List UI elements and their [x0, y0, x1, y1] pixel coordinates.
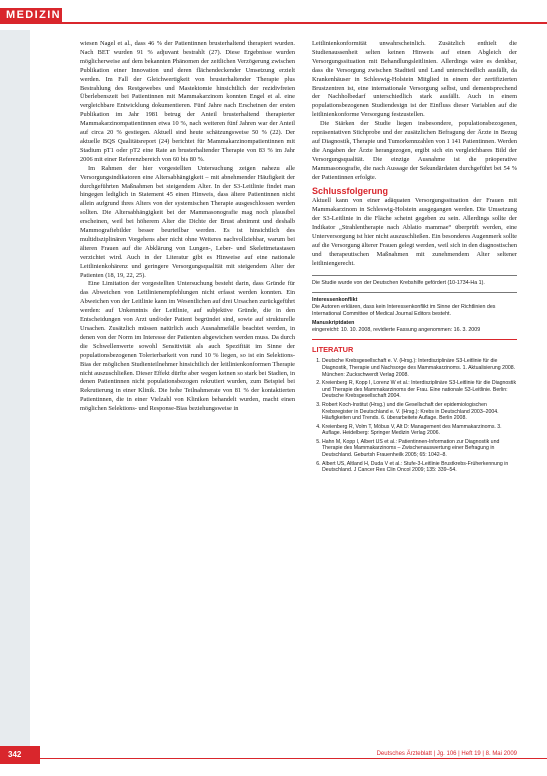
section-heading: Schlussfolgerung — [312, 185, 389, 196]
paragraph: Die Stärken der Studie liegen insbesondere, populationsbezogenen, repräsentativen Stichprobe und der zusätzlichen Befragung der Ärzte in Bezug auf Diagnostik, Therapie und Tumorkennzahlen von 1 141 Patientinnen. Werden die Angaben der Ärzte herangezogen, ergibt sich ein vergleichbares Bild der Versorgungsqualität. Die einzige Ausnahme ist die präoperative Mammasonografie, die nach Aussage der Sekundärdaten durchgeführt bei 54 % der Patientinnen erfolgte. — [312, 120, 517, 181]
reference-item: 6. Albert US, Altland H, Duda V et al.: Stufe-3-Leitlinie Brustkrebs-Früherkennung in Deutschland. J Cancer Res Clin Oncol 2009; 135: 339–54. — [322, 461, 517, 474]
text-column-right — [312, 40, 517, 750]
reference-item: 4. Kreienberg R, Volm T, Möbus V, Alt D: Management des Mammakarzinoms. 3. Auflage. Heidelberg: Springer Medizin Verlag 2006. — [322, 424, 517, 437]
footer — [0, 746, 547, 764]
paragraph: Eine Limitation der vorgestellten Untersuchung besteht darin, dass Gründe für das Abweichen von Leitlinienempfehlungen nicht erfasst werden konnten. Ein Abweichen von der Leitlinie kann im Wesentlichen auf drei Ursachen zurückgeführt werden: auf Unkenntnis der Leitlinie, auf subjektive Gründe, die in den Entscheidungen von Arzt und/oder Patient begründet sind, sowie auf strukturelle Ursachen. Zusätzlich müssen natürlich auch Ausnahmefälle beachtet werden, in denen von der Norm im Interesse der Patienten abgewichen werden muss. Da durch die Schwellenwerte sowohl Sensitivität als auch Spezifität im Sinne der populationsbezogenen Tolerierbarkeit von rund 10 % liegen, so ist ein Selektions-Bias der möglichen Studienteilnehmer hinsichtlich der leitlinienkonformen Therapie nicht auszuschließen. Dieser Effekt dürfte aber wegen keinen so stark bei Stadien, in denen Patientinnen nicht populationsbezogen rekrutiert wurden, zum Beispiel bei Rekrutierung in einer Klinik. Die hohe Teilnahmerate von 81 % der kontaktierten Patientinnen, die in einer Vielzahl von Kliniken behandelt wurden, macht einen möglichen Selektions- und Response-Bias beziehungsweise in — [80, 280, 295, 413]
divider — [312, 292, 517, 293]
footer-rule — [40, 758, 547, 759]
manuscript-heading: Manuskriptdaten — [312, 319, 355, 326]
manuscript-dates: eingereicht: 10. 10. 2008, revidierte Fassung angenommen: 16. 3. 2009 — [312, 326, 481, 333]
paragraph: Aktuell kann von einer adäquaten Versorgungssituation der Frauen mit Mammakarzinom in Schleswig-Holstein ausgegangen werden. Die Umsetzung der S3-Leitlinie in die Fläche scheint gegeben zu sein. Allerdings sollte der Indikator „Strahlentherapie nach Ablatio mammae“ überprüft werden, eine Unterversorgung ist hier nicht auszuschließen. Ein besonderes Augenmerk sollte auf die Versorgung älterer Frauen gelegt werden, weil sich in den diagnostischen und therapeutischen Maßnahmen mit zunehmendem Alter seltener leitliniengerecht. — [312, 197, 517, 267]
paragraph: Im Rahmen der hier vorgestellten Untersuchung zeigen nahezu alle Versorgungsindikatoren eine Altersabhängigkeit – mit abnehmender Häufigkeit der durchgeführten Maßnahmen bei steigendem Alter. In der S3-Leitlinie findet man hingegen lediglich in Statement 45 einen Hinweis, dass ältere Patientinnen nicht allein aufgrund ihres Alters von der systemischen Therapie ausgeschlossen werden sollten. Die Altersabhängigkeit bei der Mammasonografie mag noch plausibel erscheinen, weil bei höherem Alter die Dichte der Brust abnimmt und deshalb Mammografiebilder besser beurteilbar werden. Es ist hinsichtlich des multidisziplinären Vorgehens aber nicht ohne Weiteres nachvollziehbar, warum bei älteren Frauen auf die Abklärung von Lungen-, Leber- und Skelettmetastasen verzichtet wird. Auch in der Literatur gibt es Hinweise auf eine nationale Leitlinienkohärenz und geringere Versorgungsqualität mit steigendem Alter der Patienten (18, 19, 22, 25). — [80, 164, 295, 279]
funding-note: Die Studie wurde von der Deutschen Krebshilfe gefördert (10-1734-Ha 1). — [312, 279, 485, 286]
paragraph: Leitlinienkonformität unwahrscheinlich. Zusätzlich enthielt die Studienaussenheit selten keinen Hinweis auf einen Abgleich der Versorgungssituation mit Behandlungsleitlinien. Allerdings wäre es denkbar, dass die Versorgung zwischen Stadtteil und Land unterschiedlich ausfällt, da Krankenhäuser in Schleswig-Holstein Mitglied in einem der zertifizierten Brustzentren ist, eine internationale Versorgung selbst, und dementsprechend der Nachholbedarf unterschiedlich stark ausfällt. Auch in einem populationsbezogenen Studiendesign ist der Einfluss dieser Variablen auf die leitlinienkonforme Versorgung festzustellen. — [312, 40, 517, 119]
reference-item: 2. Kreienberg R, Kopp I, Lorenz W et al.: Interdisziplinäre S3-Leitlinie für die Diagnostik und Therapie des Mammakarzinoms der Frau. Eine nationale S3-Leitlinie. Berlin: Deutsche Krebsgesellschaft 2004. — [322, 380, 517, 400]
reference-item: 5. Hahn M, Kopp I, Albert US et al.: Patientinnen-Information zur Diagnostik und Therapie des Mammakarzinoms – Zwischenauswertung einer Befragung in Deutschland. Geburtsh Frauenheilk 2005; 65: 1042–8. — [322, 439, 517, 459]
reference-item: 1. Deutsche Krebsgesellschaft e. V. (Hrsg.): Interdisziplinäre S3-Leitlinie für die Diagnostik, Therapie und Nachsorge des Mammakarzinoms. 1. Aktualisierung 2008. München: Zuckschwerdt Verlag 2008. — [322, 358, 517, 378]
header-bar — [0, 0, 547, 30]
divider — [312, 275, 517, 276]
header-rule — [0, 22, 547, 24]
paragraph: wiesen Nagel et al., dass 46 % der Patientinnen brusterhaltend therapiert wurden. Nach BET wurden 91 % adjuvant bestrahlt (27). Diese Ergebnisse wurden möglicherweise auf dem bekannten Phänomen der zeitlichen Verzögerung zwischen Publikation einer Innovation und deren flächendeckender Umsetzung erzielt werden. Im Fall der Gleichwertigkeit von brusterhaltender Therapie plus Bestrahlung des Restgewebes und Mastektomie hinsichtlich der rezidivfreien Überlebenszeit bei Patientinnen mit Mammakarzinom konnten Engel et al. eine vergleichbare Entwicklung dokumentieren. Fünf Jahre nach Erscheinen der ersten Publikation im Jahr 1981 betrug der Anteil brusterhaltend therapierter Mammakarzinompatientinnen etwa 10 %, nach weiteren fünf Jahren war der Anteil auf circa 20 % gestiegen. Aktuell sind heute schätzungsweise 50 % (22). Der aktuelle BQS Qualitätsreport (24) berichtet für Mammakarzinompatientinnen mit Stadium pT1 oder pT2 eine Rate an brusterhaltender Therapie von 83 % im Jahr 2006 mit einer Referenzbereich von 60 bis 80 %. — [80, 40, 295, 163]
section-label: MEDIZIN — [0, 8, 62, 23]
reference-list — [312, 358, 517, 474]
page-number: 342 — [0, 746, 40, 764]
references-heading: LITERATUR — [312, 345, 354, 355]
text-column-left — [80, 40, 295, 750]
divider — [312, 339, 517, 340]
sidebar-bar — [0, 30, 30, 746]
conflict-text: Die Autoren erklären, dass kein Interessenkonflikt im Sinne der Richtlinien des International Committee of Medical Journal Editors besteht. — [312, 304, 496, 318]
reference-item: 3. Robert Koch-Institut (Hrsg.) und die Gesellschaft der epidemiologischen Krebsregister in Deutschland e. V. (Hrsg.): Krebs in Deutschland 2003–2004. Häufigkeiten und Trends. 6. überarbeitete Auflage. Berlin 2008. — [322, 402, 517, 422]
journal-reference: Deutsches Ärzteblatt | Jg. 106 | Heft 19 | 8. Mai 2009 — [376, 751, 517, 757]
conflict-heading: Interessenkonflikt — [312, 297, 358, 304]
